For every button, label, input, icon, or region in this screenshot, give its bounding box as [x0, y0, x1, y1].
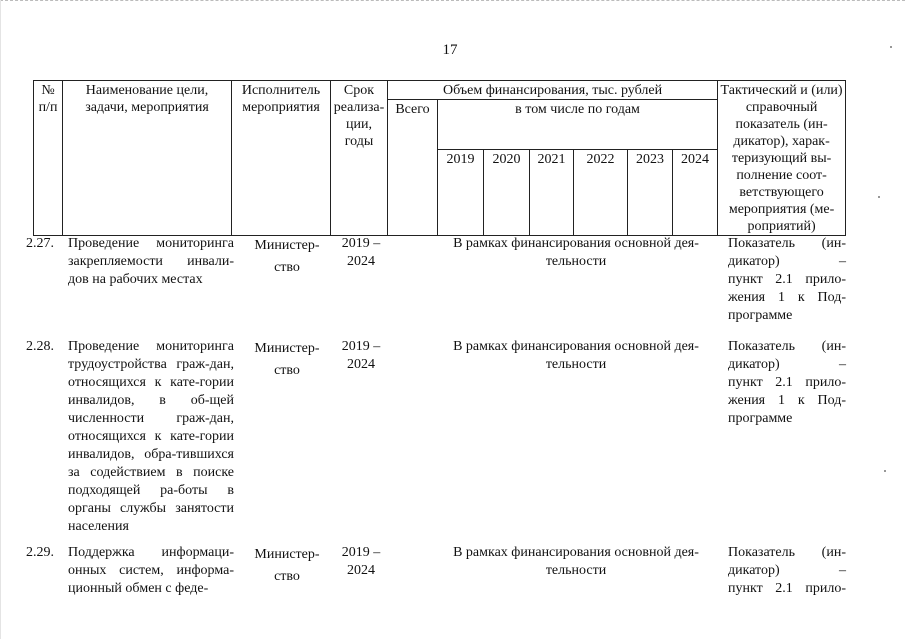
row-executor: Министер-ство	[254, 547, 320, 584]
row-funding: В рамках финансирования основной дея-тельности	[453, 339, 699, 372]
col-header-year: 2023	[628, 150, 673, 236]
indicator-line: пункт 2.1 прило-	[728, 272, 846, 287]
indicator-line: программе	[728, 411, 793, 426]
col-header-year: 2022	[574, 150, 628, 236]
row-name: Проведение мониторинга закрепляемости инвали-дов на рабочих местах	[68, 236, 234, 287]
col-header-year: 2019	[438, 150, 484, 236]
scan-edge	[0, 0, 905, 3]
col-header-funding: Объем финансирования, тыс. рублей	[388, 81, 718, 100]
row-number: 2.27.	[26, 236, 54, 251]
indicator-line: дикатор) –	[728, 254, 846, 269]
row-number: 2.28.	[26, 339, 54, 354]
row-indicator	[728, 338, 846, 428]
row-indicator	[728, 544, 846, 598]
col-header-executor: Исполнитель мероприятия	[232, 81, 331, 236]
scan-edge-left	[0, 0, 1, 639]
col-header-year: 2024	[673, 150, 718, 236]
indicator-line: дикатор) –	[728, 357, 846, 372]
row-executor: Министер-ство	[254, 341, 320, 378]
row-term: 2019 – 2024	[341, 339, 381, 372]
row-executor: Министер-ство	[254, 238, 320, 275]
indicator-line: Показатель (ин-	[728, 545, 846, 560]
row-name: Поддержка информаци-онных систем, информа-ционный обмен с феде-	[68, 545, 234, 596]
row-funding: В рамках финансирования основной дея-тельности	[453, 545, 699, 578]
col-header-by-years: в том числе по годам	[438, 100, 718, 150]
col-header-term: Срок реализа-ции, годы	[331, 81, 388, 236]
row-term: 2019 – 2024	[341, 236, 381, 269]
col-header-year: 2020	[484, 150, 530, 236]
row-indicator	[728, 235, 846, 325]
table-row	[26, 235, 856, 338]
col-header-indicator: Тактический и (или) справочный показатель (ин-дикатор), харак-теризующий вы-полнение соот-ветствующего мероприятия (ме-роприятий)	[718, 81, 846, 236]
scan-speck	[878, 196, 880, 198]
row-term: 2019 – 2024	[341, 545, 381, 578]
col-header-year: 2021	[530, 150, 574, 236]
page-number: 17	[442, 42, 458, 58]
indicator-line: пункт 2.1 прило-	[728, 375, 846, 390]
table-body	[26, 235, 856, 639]
indicator-line: жения 1 к Под-	[728, 290, 846, 305]
table-row	[26, 544, 856, 639]
indicator-line: программе	[728, 308, 793, 323]
indicator-line: Показатель (ин-	[728, 236, 846, 251]
row-funding: В рамках финансирования основной дея-тельности	[453, 236, 699, 269]
table-row	[26, 338, 856, 544]
indicator-line: Показатель (ин-	[728, 339, 846, 354]
indicator-line: пункт 2.1 прило-	[728, 581, 846, 596]
col-header-total: Всего	[388, 100, 438, 236]
indicator-line: жения 1 к Под-	[728, 393, 846, 408]
indicator-line: дикатор) –	[728, 563, 846, 578]
col-header-name: Наименование цели, задачи, мероприятия	[63, 81, 232, 236]
row-name: Проведение мониторинга трудоустройства граж-дан, относящихся к кате-гории инвалидов, в об-щей численности граж-дан, относящихся к кате-гории инвалидов, обра-тившихся за содействием в поиске подходящей ра-боты в органы службы занятости населения	[68, 339, 234, 534]
funding-table-header	[33, 80, 846, 236]
row-number: 2.29.	[26, 545, 54, 560]
scan-speck	[884, 470, 886, 472]
col-header-number: № п/п	[34, 81, 63, 236]
